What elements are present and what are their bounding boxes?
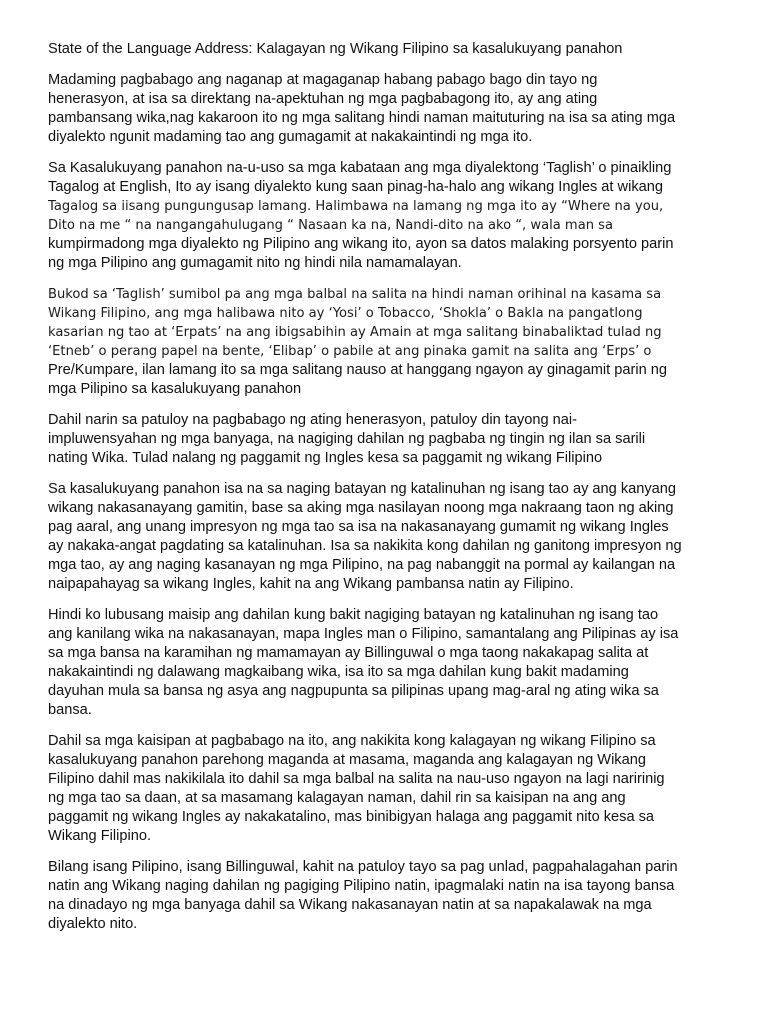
paragraph-line: sa mga bansa na karamihan ng mamamayan ay Billinguwal o mga taong nakakapag salita at	[48, 645, 649, 661]
paragraph-line: ng mga Pilipino ang gumagamit nito ng hindi nila namamalayan.	[48, 255, 462, 271]
paragraph-line: diyalekto nito.	[48, 916, 138, 932]
paragraph-line: mga tao, ay ang naging kasanayan ng mga Pilipino, na pag nabanggit na pormal ay kailangan na	[48, 557, 676, 573]
paragraph-line: nating Wika. Tulad nalang ng paggamit ng Ingles kesa sa paggamit ng wikang Filipino	[48, 450, 603, 466]
paragraph-line: Madaming pagbabago ang naganap at magaganap habang pabago bago din tayo ng	[48, 72, 598, 88]
paragraph-line: henerasyon, at isa sa direktang na-apektuhan ng mga pagbabagong ito, ay ang ating	[48, 91, 598, 107]
paragraph-line: Tagalog sa iisang pungungusap lamang. Halimbawa na lamang ng mga ito ay “Where na you,	[48, 199, 664, 214]
paragraph-line: kasarian ng tao at ‘Erpats’ na ang ibigsabihin ay Amain at mga salitang binabaliktad tulad ng	[48, 325, 662, 340]
paragraph-line: Dito na me “ na nangangahulugang “ Nasaan ka na, Nandi-dito na ako “, wala man sa	[48, 218, 614, 233]
paragraph-line: Hindi ko lubusang maisip ang dahilan kung bakit nagiging batayan ng katalinuhan ng isang tao	[48, 607, 659, 623]
paragraph-1	[48, 71, 720, 147]
paragraph-8	[48, 858, 720, 934]
paragraph-line: ‘Etneb’ o perang papel na bente, ‘Elibap’ o pabile at ang pinaka gamit na salita ang ‘Erps’ o	[48, 344, 652, 359]
paragraph-line: wikang nakasanayang gamitin, base sa aking mga nasilayan noong mga nakraang taon ng aking	[48, 500, 674, 516]
paragraph-line: bansa.	[48, 702, 92, 718]
paragraph-line: Filipino dahil mas nakikilala ito dahil sa mga balbal na salita na nau-uso ngayon na lagi naririnig	[48, 771, 665, 787]
paragraph-6	[48, 606, 720, 720]
paragraph-line: Bilang isang Pilipino, isang Billinguwal, kahit na patuloy tayo sa pag unlad, pagpahalagahan parin	[48, 859, 678, 875]
paragraph-line: Sa kasalukuyang panahon isa na sa naging batayan ng katalinuhan ng isang tao ay ang kanyang	[48, 481, 677, 497]
paragraph-line: dayuhan mula sa bansa ng asya ang nagpupunta sa pilipinas upang mag-aral ng ating wika sa	[48, 683, 659, 699]
paragraph-line: Dahil narin sa patuloy na pagbabago ng ating henerasyon, patuloy din tayong nai-	[48, 412, 578, 428]
paragraph-line: Bukod sa ‘Taglish’ sumibol pa ang mga balbal na salita na hindi naman orihinal na kasama sa	[48, 287, 662, 302]
paragraph-line: kasalukuyang panahon parehong maganda at masama, maganda ang kalagayan ng Wikang	[48, 752, 646, 768]
paragraph-line: pag aaral, ang unang impresyon ng mga tao sa isa na nakasanayang gumamit ng wikang Ingles	[48, 519, 669, 535]
paragraph-4	[48, 411, 720, 468]
paragraph-line: Tagalog at English, Ito ay isang diyalekto kung saan pinag-ha-halo ang wikang Ingles at wikang	[48, 179, 663, 195]
paragraph-line: na dinadayo ng mga banyaga dahil sa Wikang nakasanayan natin at sa napakalawak na mga	[48, 897, 652, 913]
paragraph-line: Pre/Kumpare, ilan lamang ito sa mga salitang nauso at hanggang ngayon ay ginagamit parin ng	[48, 362, 668, 378]
paragraph-line: impluwensyahan ng mga banyaga, na nagiging dahilan ng pagbaba ng tingin ng ilan sa sarili	[48, 431, 646, 447]
paragraph-3	[48, 285, 720, 399]
paragraph-line: ang kanilang wika na nakasanayan, mapa Ingles man o Filipino, samantalang ang Pilipinas ay isa	[48, 626, 679, 642]
paragraph-line: diyalekto ngunit madaming tao ang gumagamit at nakakaintindi ng mga ito.	[48, 129, 533, 145]
paragraph-line: kumpirmadong mga diyalekto ng Pilipino ang wikang ito, ayon sa datos malaking porsyento parin	[48, 236, 674, 252]
paragraph-line: Sa Kasalukuyang panahon na-u-uso sa mga kabataan ang mga diyalektong ‘Taglish’ o pinaikling	[48, 160, 672, 176]
paragraph-line: Wikang Filipino, ang mga halibawa nito ay ‘Yosi’ o Tobacco, ‘Shokla’ o Bakla na pangatlong	[48, 306, 643, 321]
document-title: State of the Language Address: Kalagayan ng Wikang Filipino sa kasalukuyang panahon	[48, 41, 623, 57]
paragraph-line: ay nakaka-angat pagdating sa katalinuhan. Isa sa nakikita kong dahilan ng ganitong impresyon ng	[48, 538, 682, 554]
paragraph-line: pambansang wika,nag kakaroon ito ng mga salitang hindi naman maituturing na isa sa ating mga	[48, 110, 676, 126]
paragraph-line: nakakaintindi ng dalawang magkaibang wika, isa ito sa mga dahilan kung bakit madaming	[48, 664, 629, 680]
paragraph-line: ng mga tao sa daan, at sa masamang kalagayan naman, dahil rin sa kaisipan na ang ang	[48, 790, 626, 806]
paragraph-line: Wikang Filipino.	[48, 828, 152, 844]
paragraph-line: naipapahayag sa wikang Ingles, kahit na ang Wikang pambansa natin ay Filipino.	[48, 576, 574, 592]
paragraph-line: Dahil sa mga kaisipan at pagbabago na ito, ang nakikita kong kalagayan ng wikang Filipino sa	[48, 733, 656, 749]
paragraph-5	[48, 480, 720, 594]
paragraph-7	[48, 732, 720, 846]
paragraph-2	[48, 159, 720, 273]
paragraph-line: mga Pilipino sa kasalukuyang panahon	[48, 381, 302, 397]
paragraph-line: natin ang Wikang naging dahilan ng pagiging Pilipino natin, ipagmalaki natin na isa tayong bansa	[48, 878, 675, 894]
paragraph-line: paggamit ng wikang Ingles ay nakakatalino, mas binibigyan halaga ang paggamit nito kesa sa	[48, 809, 655, 825]
